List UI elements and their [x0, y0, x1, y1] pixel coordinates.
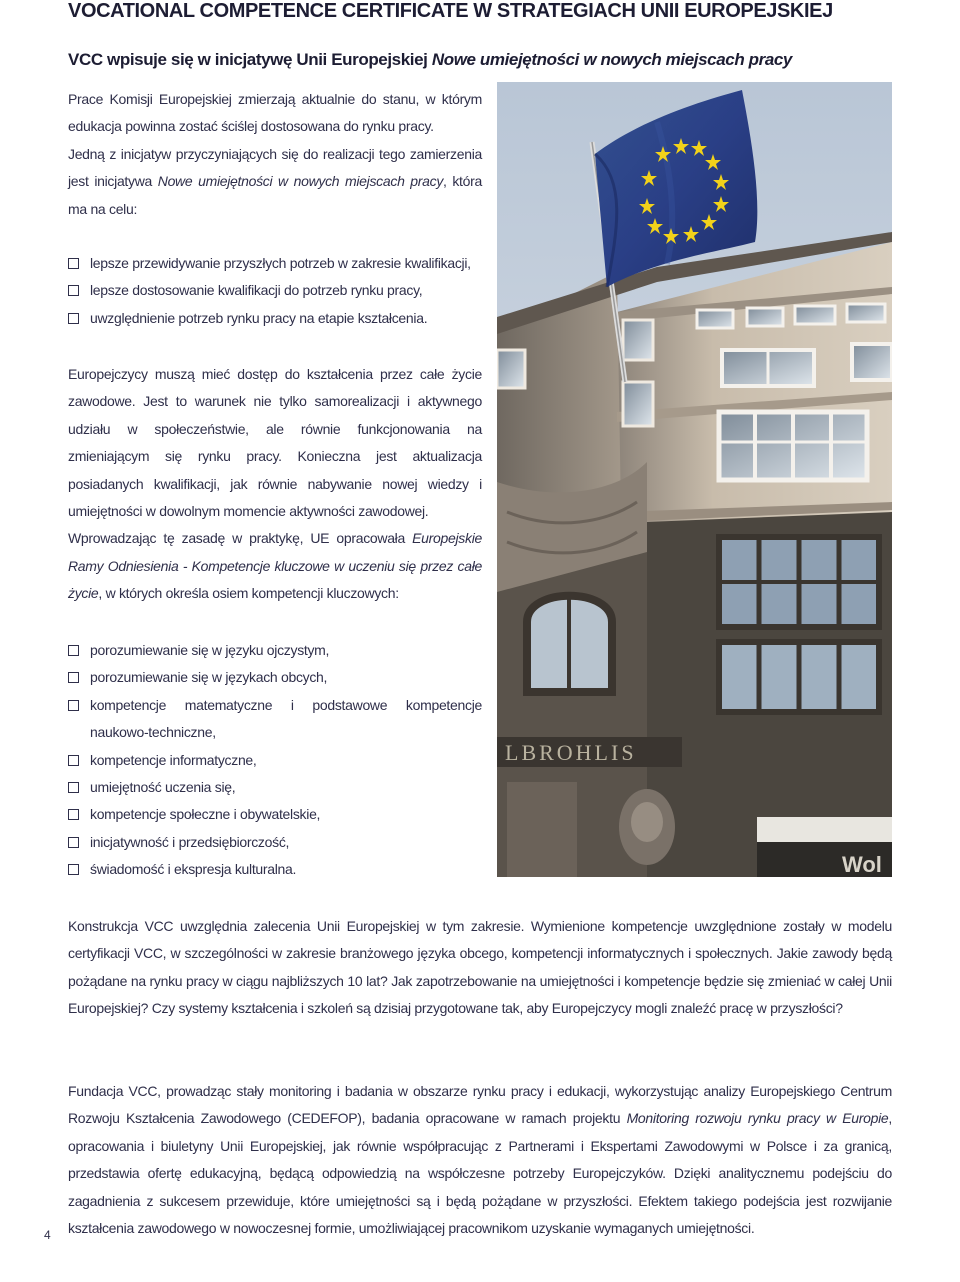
- checkbox-icon: [68, 313, 79, 324]
- competences-list: [68, 637, 482, 884]
- key-competences-text-a: Wprowadzając tę zasadę w praktykę, UE opracowała: [68, 530, 413, 547]
- list-item: [68, 692, 482, 747]
- checkbox-icon: [68, 837, 79, 848]
- list-item: [68, 774, 482, 801]
- checkbox-icon: [68, 645, 79, 656]
- list-item-label: kompetencje matematyczne i podstawowe kompetencje naukowo-techniczne,: [90, 696, 482, 741]
- project-name: Monitoring rozwoju rynku pracy w Europie: [626, 1110, 889, 1127]
- list-item: [68, 801, 482, 828]
- subtitle-initiative-name: Nowe umiejętności w nowych miejscach pracy: [431, 50, 792, 69]
- checkbox-icon: [68, 864, 79, 875]
- list-item-label: porozumiewanie się w języku ojczystym,: [90, 642, 330, 658]
- checkbox-icon: [68, 782, 79, 793]
- checkbox-icon: [68, 285, 79, 296]
- list-item-label: lepsze dostosowanie kwalifikacji do potrzeb rynku pracy,: [90, 282, 423, 299]
- list-item-label: inicjatywność i przedsiębiorczość,: [90, 833, 290, 850]
- list-item: [68, 747, 482, 774]
- goals-list: [68, 250, 482, 332]
- initiative-name: Nowe umiejętności w nowych miejscach pracy: [157, 173, 444, 190]
- shop-sign-text: Wol: [842, 852, 882, 877]
- vcc-construction-paragraph: Konstrukcja VCC uwzględnia zalecenia Unii Europejskiej w tym zakresie. Wymienione kompetencje uwzględnione zostały w modelu certyfikacji VCC, w szczególności w zakresie branżowego języka obcego, kompetencji informatycznych i społecznych. Jakie zawody będą pożądane na rynku pracy w ciągu najbliższych 10 lat? Jak zapotrzebowanie na umiejętności i kompetencje będzie się zmieniać w całej Unii Europejskiej? Czy systemy kształcenia i szkoleń są dzisiaj przygotowane tak, aby Europejczycy mogli znaleźć pracę w przyszłości?: [68, 918, 892, 1017]
- subtitle: [68, 50, 792, 70]
- list-item-label: uwzględnienie potrzeb rynku pracy na etapie kształcenia.: [90, 309, 428, 326]
- checkbox-icon: [68, 672, 79, 683]
- list-item: [68, 829, 482, 856]
- list-item: [68, 305, 482, 332]
- list-item: [68, 250, 482, 277]
- list-item-label: umiejętność uczenia się,: [90, 779, 236, 796]
- eu-flag-building-photo: [497, 82, 892, 877]
- list-item-label: świadomość i ekspresja kulturalna.: [90, 861, 297, 878]
- subtitle-text: VCC wpisuje się w inicjatywę Unii Europejskiej: [68, 50, 432, 69]
- initiative-text-b: , która ma na celu:: [68, 173, 482, 217]
- framework-name: Europejskie Ramy Odniesienia - Kompetencje kluczowe w uczeniu się przez całe życie: [68, 530, 482, 602]
- lifelong-learning-paragraph: Europejczycy muszą mieć dostęp do kształcenia przez całe życie zawodowe. Jest to warunek nie tylko samorealizacji i aktywnego udziału w społeczeństwie, ale równie funkcjonowania na zmieniającym się rynku pracy. Konieczna jest aktualizacja posiadanych kwalifikacji, jak równie nabywanie nowej wiedzy i umiejętności w dowolnym momencie aktywności zawodowej.: [68, 366, 482, 520]
- initiative-text-a: Jedną z inicjatyw przyczyniających się do realizacji tego zamierzenia jest inicjatywa: [68, 145, 482, 190]
- vcc-foundation-paragraph: [68, 1078, 892, 1242]
- page-title: VOCATIONAL COMPETENCE CERTIFICATE W STRATEGIACH UNII EUROPEJSKIEJ: [68, 0, 833, 22]
- key-competences-text-b: , w których określa osiem kompetencji kluczowych:: [98, 585, 399, 602]
- foundation-text-b: , opracowania i biuletyny Unii Europejskiej, jak równie współpracując z Partnerami i Ekspertami Zawodowymi w Polsce i za granicą, przedstawia ofertę edukacyjną, będącą odpowiedzią na współczesne potrzeby Europejczyków. Dzięki analitycznemu podejściu do zagadnienia z sukcesem przewiduje, które umiejętności są i będą pożądane w przyszłości. Efektem takiego podejścia jest rozwijanie kształcenia zawodowego w nowoczesnej formie, umożliwiającej pracownikom uzyskanie wymaganych umiejętności.: [68, 1110, 892, 1237]
- list-item: [68, 664, 482, 691]
- intro-paragraph: Prace Komisji Europejskiej zmierzają aktualnie do stanu, w którym edukacja powinna zostać ściślej dostosowana do rynku pracy.: [68, 91, 482, 135]
- key-competences-paragraph: [68, 525, 482, 607]
- list-item: [68, 856, 482, 883]
- list-item-label: kompetencje informatyczne,: [90, 751, 257, 768]
- checkbox-icon: [68, 809, 79, 820]
- lifelong-learning-section: [68, 361, 482, 608]
- list-item-label: lepsze przewidywanie przyszłych potrzeb w zakresie kwalifikacji,: [90, 255, 471, 271]
- intro-section: [68, 86, 482, 223]
- list-item: [68, 637, 482, 664]
- list-item-label: kompetencje społeczne i obywatelskie,: [90, 806, 321, 823]
- checkbox-icon: [68, 700, 79, 711]
- initiative-paragraph: [68, 141, 482, 223]
- list-item-label: porozumiewanie się w językach obcych,: [90, 669, 328, 686]
- foundation-text-a: Fundacja VCC, prowadząc stały monitoring i badania w obszarze rynku pracy i edukacji, wykorzystując analizy Europejskiego Centrum Rozwoju Kształcenia Zawodowego (CEDEFOP), badania opracowane w ramach projektu: [68, 1083, 892, 1127]
- building-sign-text: LBROHLIS: [505, 740, 637, 765]
- checkbox-icon: [68, 755, 79, 766]
- list-item: [68, 277, 482, 304]
- checkbox-icon: [68, 258, 79, 269]
- page-number: 4: [44, 1228, 51, 1242]
